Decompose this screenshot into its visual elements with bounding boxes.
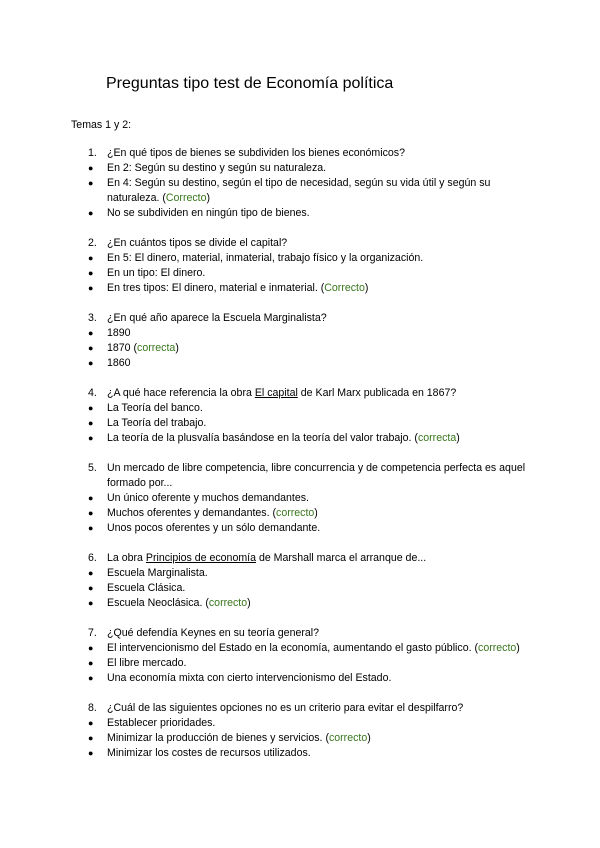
book-title: Principios de economía (145, 552, 256, 564)
bullet-icon: ● (88, 253, 94, 263)
bullet-icon: ● (88, 508, 94, 518)
question-row (0, 311, 600, 326)
question-list (0, 146, 600, 776)
answer-option (0, 596, 600, 611)
question-text: ¿Cuál de las siguientes opciones no es un criterio para evitar el despilfarro? (107, 702, 464, 714)
option-text-close: ) (175, 342, 179, 354)
correct-mark: Correcto (165, 192, 207, 204)
question-text: ¿En qué año aparece la Escuela Marginalista? (107, 312, 327, 324)
bullet-icon: ● (88, 658, 94, 668)
correct-mark: correcto (328, 732, 368, 744)
question-number: 4. (88, 387, 97, 399)
question-number: 5. (88, 462, 97, 474)
answer-option (0, 521, 600, 536)
bullet-icon: ● (88, 403, 94, 413)
question-block (0, 461, 600, 536)
option-text: 1870 ( (107, 342, 138, 354)
question-row (0, 146, 600, 161)
option-text-close: ) (314, 507, 318, 519)
option-text: En 5: El dinero, material, inmaterial, trabajo físico y la organización. (107, 252, 424, 264)
option-text: Escuela Neoclásica. ( (107, 597, 209, 609)
answer-option (0, 356, 600, 371)
answer-option (0, 506, 600, 521)
option-text-close: ) (456, 432, 460, 444)
option-text: Escuela Marginalista. (107, 567, 208, 579)
question-row (0, 551, 600, 566)
correct-mark: correcto (208, 597, 248, 609)
option-text: No se subdividen en ningún tipo de bienes. (107, 207, 310, 219)
answer-option (0, 266, 600, 281)
bullet-icon: ● (88, 523, 94, 533)
question-text: La obra (107, 552, 146, 564)
answer-option (0, 656, 600, 671)
answer-option (0, 251, 600, 266)
option-text: La Teoría del trabajo. (107, 417, 207, 429)
question-row (0, 461, 600, 491)
question-number: 7. (88, 627, 97, 639)
question-row (0, 701, 600, 716)
question-row (0, 236, 600, 251)
answer-option (0, 431, 600, 446)
question-number: 3. (88, 312, 97, 324)
answer-option (0, 416, 600, 431)
bullet-icon: ● (88, 718, 94, 728)
option-text: La teoría de la plusvalía basándose en la teoría del valor trabajo. ( (107, 432, 418, 444)
question-block (0, 236, 600, 296)
option-text: Unos pocos oferentes y un sólo demandante. (107, 522, 321, 534)
option-text: 1890 (107, 327, 131, 339)
option-text: En tres tipos: El dinero, material e inmaterial. ( (107, 282, 325, 294)
bullet-icon: ● (88, 328, 94, 338)
question-text: ¿En cuántos tipos se divide el capital? (107, 237, 288, 249)
option-text: El intervencionismo del Estado en la economía, aumentando el gasto público. ( (107, 642, 479, 654)
bullet-icon: ● (88, 283, 94, 293)
question-text: ¿En qué tipos de bienes se subdividen los bienes económicos? (107, 147, 405, 159)
option-text-close: ) (516, 642, 520, 654)
bullet-icon: ● (88, 163, 94, 173)
bullet-icon: ● (88, 748, 94, 758)
question-block (0, 701, 600, 761)
option-text-close: ) (367, 732, 371, 744)
option-text: Muchos oferentes y demandantes. ( (107, 507, 277, 519)
option-text: La Teoría del banco. (107, 402, 203, 414)
option-text: Minimizar la producción de bienes y servicios. ( (107, 732, 329, 744)
option-text: Un único oferente y muchos demandantes. (107, 492, 309, 504)
answer-option (0, 581, 600, 596)
question-text: Un mercado de libre competencia, libre concurrencia y de competencia perfecta es aquel formado por... (107, 462, 526, 489)
book-title: El capital (254, 387, 298, 399)
option-text: Establecer prioridades. (107, 717, 216, 729)
bullet-icon: ● (88, 568, 94, 578)
page-title: Preguntas tipo test de Economía política (106, 75, 394, 92)
bullet-icon: ● (88, 268, 94, 278)
answer-option (0, 641, 600, 656)
correct-mark: Correcto (324, 282, 365, 294)
bullet-icon: ● (88, 643, 94, 653)
bullet-icon: ● (88, 673, 94, 683)
option-text: Escuela Clásica. (107, 582, 186, 594)
question-text: ¿A qué hace referencia la obra (107, 387, 255, 399)
answer-option (0, 731, 600, 746)
question-block (0, 626, 600, 686)
bullet-icon: ● (88, 493, 94, 503)
option-text: Minimizar los costes de recursos utilizados. (107, 747, 311, 759)
bullet-icon: ● (88, 343, 94, 353)
answer-option (0, 326, 600, 341)
question-row (0, 626, 600, 641)
correct-mark: correcta (417, 432, 457, 444)
question-text: ¿Qué defendía Keynes en su teoría general? (107, 627, 320, 639)
option-text: 1860 (107, 357, 131, 369)
option-text: El libre mercado. (107, 657, 187, 669)
section-heading: Temas 1 y 2: (71, 119, 132, 131)
question-number: 6. (88, 552, 97, 564)
answer-option (0, 176, 600, 206)
option-text: En 2: Según su destino y según su naturaleza. (107, 162, 327, 174)
question-number: 2. (88, 237, 97, 249)
bullet-icon: ● (88, 418, 94, 428)
correct-mark: correcto (276, 507, 315, 519)
answer-option (0, 401, 600, 416)
bullet-icon: ● (88, 433, 94, 443)
question-number: 1. (88, 147, 97, 159)
answer-option (0, 746, 600, 761)
bullet-icon: ● (88, 178, 94, 188)
question-text: de Marshall marca el arranque de... (256, 552, 427, 564)
answer-option (0, 491, 600, 506)
question-block (0, 311, 600, 371)
answer-option (0, 161, 600, 176)
bullet-icon: ● (88, 598, 94, 608)
question-block (0, 146, 600, 221)
correct-mark: correcto (478, 642, 517, 654)
bullet-icon: ● (88, 208, 94, 218)
question-row (0, 386, 600, 401)
question-number: 8. (88, 702, 97, 714)
question-block (0, 386, 600, 446)
correct-mark: correcta (137, 342, 176, 354)
answer-option (0, 566, 600, 581)
option-text-close: ) (364, 282, 369, 294)
bullet-icon: ● (88, 358, 94, 368)
option-text: En 4: Según su destino, según el tipo de necesidad, según su vida útil y según su naturaleza. ( (107, 177, 491, 204)
answer-option (0, 341, 600, 356)
option-text-close: ) (247, 597, 251, 609)
bullet-icon: ● (88, 733, 94, 743)
answer-option (0, 716, 600, 731)
option-text: Una economía mixta con cierto intervencionismo del Estado. (107, 672, 392, 684)
answer-option (0, 671, 600, 686)
option-text: En un tipo: El dinero. (107, 267, 206, 279)
answer-option (0, 281, 600, 296)
question-text: de Karl Marx publicada en 1867? (297, 387, 457, 399)
bullet-icon: ● (88, 583, 94, 593)
answer-option (0, 206, 600, 221)
option-text-close: ) (206, 192, 211, 204)
question-block (0, 551, 600, 611)
